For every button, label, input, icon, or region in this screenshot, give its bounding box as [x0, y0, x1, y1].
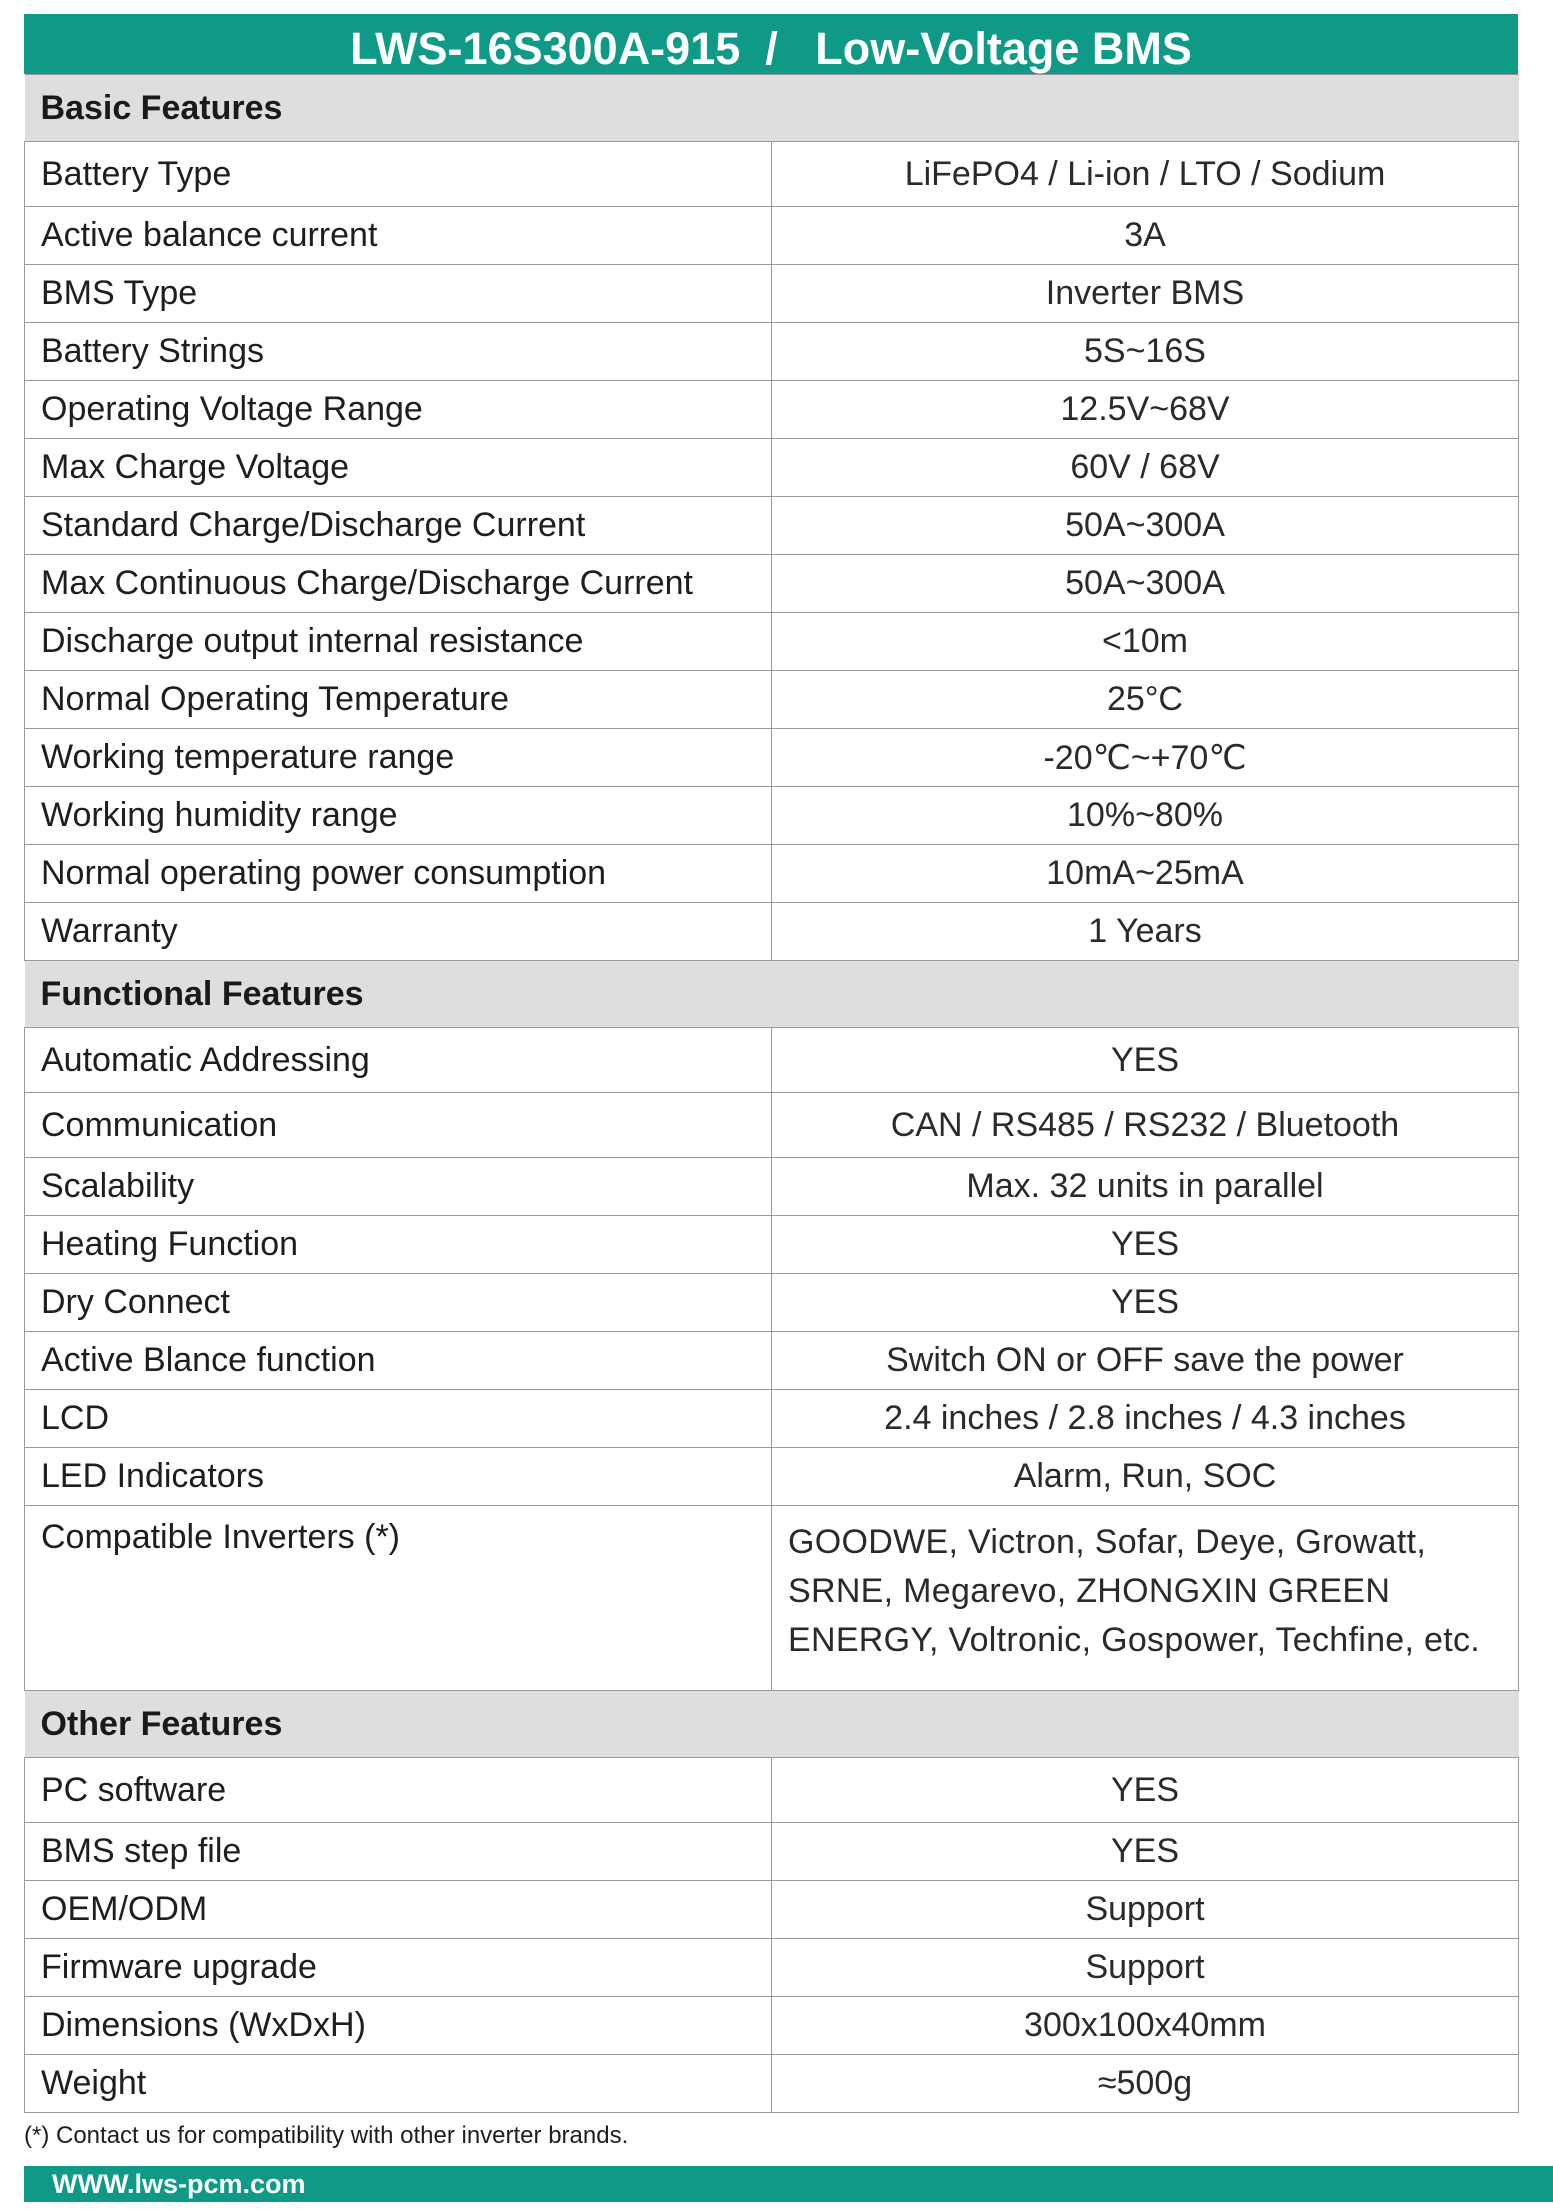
table-row: [25, 265, 1519, 323]
spec-label: LED Indicators: [25, 1448, 772, 1506]
spec-value: YES: [772, 1216, 1519, 1274]
section-basic-features: [25, 75, 1519, 142]
spec-label: Dimensions (WxDxH): [25, 1997, 772, 2055]
section-heading: Basic Features: [25, 75, 1519, 142]
footnote: (*) Contact us for compatibility with other inverter brands.: [24, 2122, 629, 2149]
table-row: [25, 613, 1519, 671]
spec-label: Dry Connect: [25, 1274, 772, 1332]
spec-value: LiFePO4 / Li-ion / LTO / Sodium: [772, 142, 1519, 207]
spec-value: 5S~16S: [772, 323, 1519, 381]
spec-label: Battery Type: [25, 142, 772, 207]
spec-value: Switch ON or OFF save the power: [772, 1332, 1519, 1390]
table-row: [25, 1506, 1519, 1691]
spec-label: Normal operating power consumption: [25, 845, 772, 903]
spec-label: Working temperature range: [25, 729, 772, 787]
table-row: [25, 1274, 1519, 1332]
spec-value: 50A~300A: [772, 497, 1519, 555]
spec-value: 10%~80%: [772, 787, 1519, 845]
table-row: [25, 207, 1519, 265]
spec-label: Battery Strings: [25, 323, 772, 381]
spec-label: Operating Voltage Range: [25, 381, 772, 439]
table-row: [25, 787, 1519, 845]
table-row: [25, 729, 1519, 787]
spec-label: PC software: [25, 1758, 772, 1823]
spec-value: Support: [772, 1939, 1519, 1997]
table-row: [25, 1997, 1519, 2055]
table-row: [25, 142, 1519, 207]
spec-label: Firmware upgrade: [25, 1939, 772, 1997]
spec-value: YES: [772, 1274, 1519, 1332]
spec-label: BMS Type: [25, 265, 772, 323]
spec-label: Active Blance function: [25, 1332, 772, 1390]
spec-label: Warranty: [25, 903, 772, 961]
spec-value: 3A: [772, 207, 1519, 265]
section-other-features: [25, 1691, 1519, 1758]
spec-label: Weight: [25, 2055, 772, 2113]
spec-value: 60V / 68V: [772, 439, 1519, 497]
spec-value: 50A~300A: [772, 555, 1519, 613]
table-row: [25, 1093, 1519, 1158]
spec-value: CAN / RS485 / RS232 / Bluetooth: [772, 1093, 1519, 1158]
spec-value: GOODWE, Victron, Sofar, Deye, Growatt, SRNE, Megarevo, ZHONGXIN GREEN ENERGY, Voltronic, Gospower, Techfine, etc.: [772, 1506, 1519, 1691]
spec-value: 2.4 inches / 2.8 inches / 4.3 inches: [772, 1390, 1519, 1448]
spec-label: LCD: [25, 1390, 772, 1448]
spec-label: Standard Charge/Discharge Current: [25, 497, 772, 555]
spec-value: YES: [772, 1028, 1519, 1093]
spec-label: OEM/ODM: [25, 1881, 772, 1939]
spec-value: ≈500g: [772, 2055, 1519, 2113]
table-row: [25, 323, 1519, 381]
page-title: LWS-16S300A-915 / Low-Voltage BMS: [24, 14, 1518, 74]
spec-value: 12.5V~68V: [772, 381, 1519, 439]
table-row: [25, 1158, 1519, 1216]
table-row: [25, 1881, 1519, 1939]
table-row: [25, 1823, 1519, 1881]
spec-label: Heating Function: [25, 1216, 772, 1274]
spec-table: [24, 74, 1519, 2113]
spec-value: 10mA~25mA: [772, 845, 1519, 903]
table-row: [25, 381, 1519, 439]
table-row: [25, 2055, 1519, 2113]
spec-label: Communication: [25, 1093, 772, 1158]
spec-value: YES: [772, 1823, 1519, 1881]
section-functional-features: [25, 961, 1519, 1028]
spec-value: 25°C: [772, 671, 1519, 729]
table-row: [25, 1332, 1519, 1390]
table-row: [25, 1216, 1519, 1274]
spec-value: YES: [772, 1758, 1519, 1823]
spec-label: Compatible Inverters (*): [25, 1506, 772, 1691]
table-row: [25, 1939, 1519, 1997]
spec-label: Max Charge Voltage: [25, 439, 772, 497]
spec-value: Inverter BMS: [772, 265, 1519, 323]
spec-label: Discharge output internal resistance: [25, 613, 772, 671]
table-row: [25, 1758, 1519, 1823]
footer-url[interactable]: WWW.lws-pcm.com: [24, 2166, 1553, 2202]
table-row: [25, 845, 1519, 903]
spec-label: Active balance current: [25, 207, 772, 265]
spec-value: Alarm, Run, SOC: [772, 1448, 1519, 1506]
table-row: [25, 439, 1519, 497]
spec-label: BMS step file: [25, 1823, 772, 1881]
section-heading: Functional Features: [25, 961, 1519, 1028]
table-row: [25, 497, 1519, 555]
spec-label: Normal Operating Temperature: [25, 671, 772, 729]
spec-value: 300x100x40mm: [772, 1997, 1519, 2055]
table-row: [25, 903, 1519, 961]
section-heading: Other Features: [25, 1691, 1519, 1758]
spec-value: 1 Years: [772, 903, 1519, 961]
spec-value: <10m: [772, 613, 1519, 671]
spec-label: Automatic Addressing: [25, 1028, 772, 1093]
table-row: [25, 1028, 1519, 1093]
table-row: [25, 555, 1519, 613]
spec-value: Support: [772, 1881, 1519, 1939]
table-row: [25, 1448, 1519, 1506]
spec-label: Max Continuous Charge/Discharge Current: [25, 555, 772, 613]
spec-value: Max. 32 units in parallel: [772, 1158, 1519, 1216]
table-row: [25, 1390, 1519, 1448]
spec-value: -20℃~+70℃: [772, 729, 1519, 787]
spec-label: Scalability: [25, 1158, 772, 1216]
table-row: [25, 671, 1519, 729]
spec-label: Working humidity range: [25, 787, 772, 845]
